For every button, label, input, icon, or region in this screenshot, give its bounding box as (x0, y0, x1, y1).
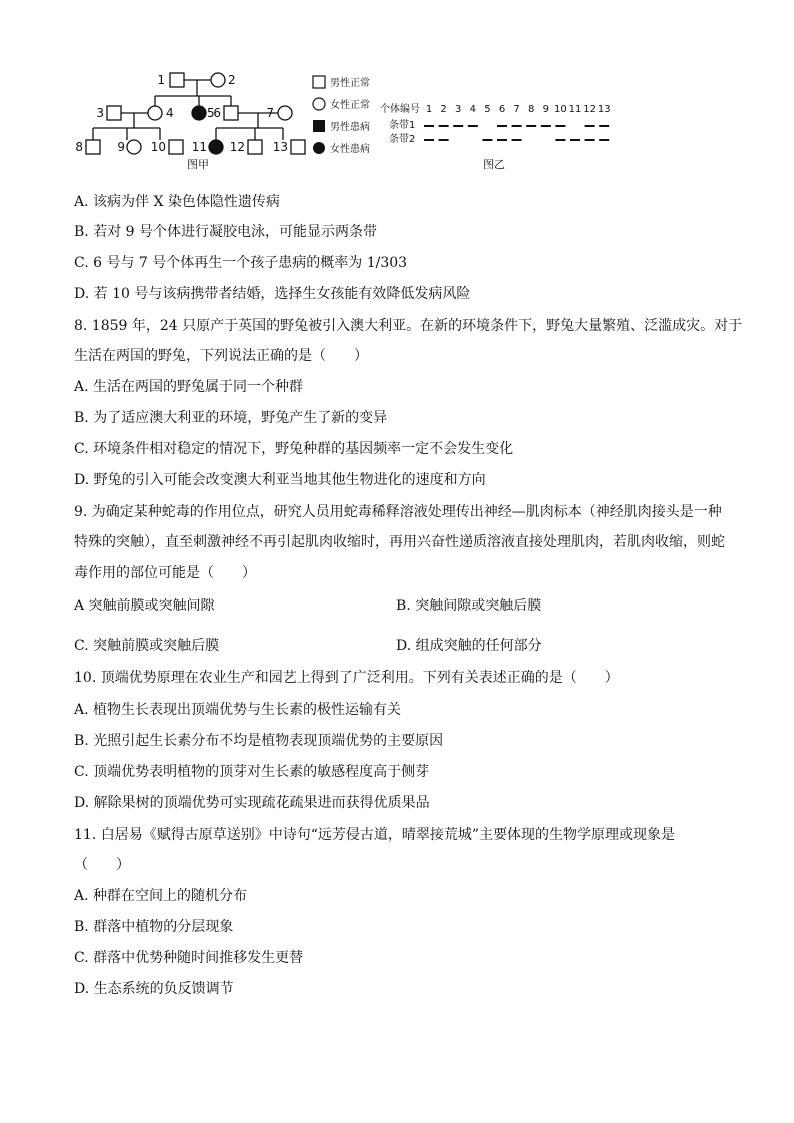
gel-band2-lane-6 (497, 139, 507, 141)
gel-caption: 图乙 (483, 158, 505, 171)
label-11: 11 (191, 140, 207, 154)
gel-number-6: 6 (498, 104, 506, 115)
individual-7-female-normal (278, 106, 292, 120)
q9-option-c: C. 突触前膜或突触后膜 (74, 638, 220, 654)
q8-stem-line1: 8. 1859 年，24 只原产于英国的野兔被引入澳大利亚。在新的环境条件下，野兔大量繁殖、泛滥成灾。对于 (74, 318, 743, 334)
individual-5-female-affected (192, 106, 206, 120)
q10-option-a: A. 植物生长表现出顶端优势与生长素的极性运输有关 (74, 702, 402, 718)
individual-1-male-normal (170, 73, 184, 87)
label-7: 7 (266, 106, 274, 120)
gel-band1-lane-8 (526, 125, 536, 127)
individual-12-male-normal (248, 140, 262, 154)
gel-number-2: 2 (440, 104, 447, 115)
gel-band1-lane-10 (555, 125, 565, 127)
individual-9-female-normal (127, 140, 141, 154)
q10-option-d: D. 解除果树的顶端优势可实现疏花疏果进而获得优质果品 (74, 795, 430, 811)
legend-female-normal-symbol (313, 98, 325, 110)
q9-option-b: B. 突触间隙或突触后膜 (396, 598, 542, 614)
individual-3-male-normal (107, 106, 121, 120)
gel-number-11: 11 (568, 104, 582, 115)
gel-number-7: 7 (513, 104, 520, 115)
label-2: 2 (228, 73, 236, 87)
gel-band1-lane-12 (585, 125, 595, 127)
gel-band1-lane-7 (512, 125, 522, 127)
individual-4-female-normal (148, 106, 162, 120)
label-13: 13 (272, 140, 288, 154)
q7-option-c: C. 6 号与 7 号个体再生一个孩子患病的概率为 1/303 (74, 255, 408, 271)
q8-option-b: B. 为了适应澳大利亚的环境，野兔产生了新的变异 (74, 410, 388, 426)
legend-male-normal: 男性正常 (330, 78, 370, 89)
label-12: 12 (229, 140, 245, 154)
q11-stem-line1: 11. 白居易《赋得古原草送别》中诗句“远芳侵古道，晴翠接荒城”主要体现的生物学原理或现象是 (74, 827, 676, 843)
q9-option-a: A 突触前膜或突触间隙 (74, 598, 215, 614)
legend-female-normal: 女性正常 (330, 100, 370, 111)
gel-number-row (426, 104, 611, 115)
label-3: 3 (96, 106, 104, 120)
gel-band2-lane-7 (512, 139, 522, 141)
label-5: 5 (207, 106, 215, 120)
q10-stem: 10. 顶端优势原理在农业生产和园艺上得到了广泛利用。下列有关表述正确的是（ ） (74, 670, 619, 686)
q11-option-b: B. 群落中植物的分层现象 (74, 919, 234, 935)
gel-band2-lane-2 (439, 139, 449, 141)
label-6: 6 (213, 106, 221, 120)
q11-stem-line2: （ ） (74, 857, 130, 873)
legend-female-affected-symbol (313, 142, 325, 154)
gel-header-label: 个体编号 (380, 104, 420, 115)
individual-11-female-affected (209, 140, 223, 154)
individual-10-male-normal (169, 140, 183, 154)
gel-number-9: 9 (542, 104, 549, 115)
figure-svg (0, 0, 794, 182)
gel-number-10: 10 (554, 104, 567, 115)
label-8: 8 (75, 140, 83, 154)
individual-8-male-normal (86, 140, 100, 154)
gel-band1-lane-2 (439, 125, 449, 127)
legend-male-affected-symbol (313, 120, 325, 132)
q10-option-b: B. 光照引起生长素分布不均是植物表现顶端优势的主要原因 (74, 733, 444, 749)
gel-band1-lane-13 (599, 125, 609, 127)
q11-option-a: A. 种群在空间上的随机分布 (74, 888, 248, 904)
individual-2-female-normal (211, 73, 225, 87)
q7-option-a: A. 该病为伴 X 染色体隐性遗传病 (74, 194, 280, 210)
gel-band1-lane-9 (541, 125, 551, 127)
pedigree-caption: 图甲 (187, 158, 209, 171)
q8-option-a: A. 生活在两国的野兔属于同一个种群 (74, 379, 304, 395)
gel-band2-label: 条带2 (389, 134, 416, 145)
gel-band1-lane-1 (424, 125, 434, 127)
q11-option-d: D. 生态系统的负反馈调节 (74, 981, 234, 997)
label-1: 1 (157, 73, 165, 87)
gel-number-5: 5 (484, 104, 491, 115)
gel-band1-lane-4 (468, 125, 478, 127)
gel-band1-label: 条带1 (389, 120, 416, 131)
gel-band2-lane-11 (570, 139, 580, 141)
label-4: 4 (166, 106, 174, 120)
q9-stem-line1: 9. 为确定某种蛇毒的作用位点，研究人员用蛇毒稀释溶液处理传出神经—肌肉标本（神经肌肉接头是一种 (74, 504, 722, 520)
q9-option-d: D. 组成突触的任何部分 (396, 638, 542, 654)
individual-13-male-normal (291, 140, 305, 154)
gel-band2-lane-13 (599, 139, 609, 141)
gel-number-4: 4 (469, 104, 476, 115)
q7-option-b: B. 若对 9 号个体进行凝胶电泳，可能显示两条带 (74, 224, 377, 240)
legend-male-affected: 男性患病 (330, 122, 370, 133)
gel-band1-lane-6 (497, 125, 507, 127)
q10-option-c: C. 顶端优势表明植物的顶芽对生长素的敏感程度高于侧芽 (74, 764, 430, 780)
gel-number-1: 1 (425, 104, 433, 115)
q11-option-c: C. 群落中优势种随时间推移发生更替 (74, 950, 304, 966)
gel-number-3: 3 (455, 104, 462, 115)
q8-stem-line2: 生活在两国的野兔，下列说法正确的是（ ） (74, 348, 368, 364)
gel-band2-lane-10 (555, 139, 565, 141)
q8-option-c: C. 环境条件相对稳定的情况下，野兔种群的基因频率一定不会发生变化 (74, 441, 514, 457)
q8-option-d: D. 野兔的引入可能会改变澳大利亚当地其他生物进化的速度和方向 (74, 472, 486, 488)
legend-male-normal-symbol (313, 76, 325, 88)
q7-option-d: D. 若 10 号与该病携带者结婚，选择生女孩能有效降低发病风险 (74, 286, 471, 302)
label-9: 9 (117, 140, 125, 154)
legend-female-affected: 女性患病 (330, 144, 370, 155)
individual-6-male-normal (224, 106, 238, 120)
gel-band1-lane-3 (453, 125, 463, 127)
q9-stem-line2: 特殊的突触），直至刺激神经不再引起肌肉收缩时，再用兴奋性递质溶液直接处理肌肉，若肌肉收缩，则蛇 (74, 534, 725, 550)
genetics-figure (0, 0, 794, 182)
gel-bands (424, 125, 609, 141)
label-10: 10 (150, 140, 166, 154)
gel-number-12: 12 (583, 104, 596, 115)
gel-band2-lane-12 (585, 139, 595, 141)
q9-stem-line3: 毒作用的部位可能是（ ） (74, 565, 256, 581)
gel-band2-lane-1 (424, 139, 434, 141)
gel-band2-lane-5 (482, 139, 492, 141)
gel-number-8: 8 (528, 104, 535, 115)
gel-number-13: 13 (597, 104, 611, 115)
